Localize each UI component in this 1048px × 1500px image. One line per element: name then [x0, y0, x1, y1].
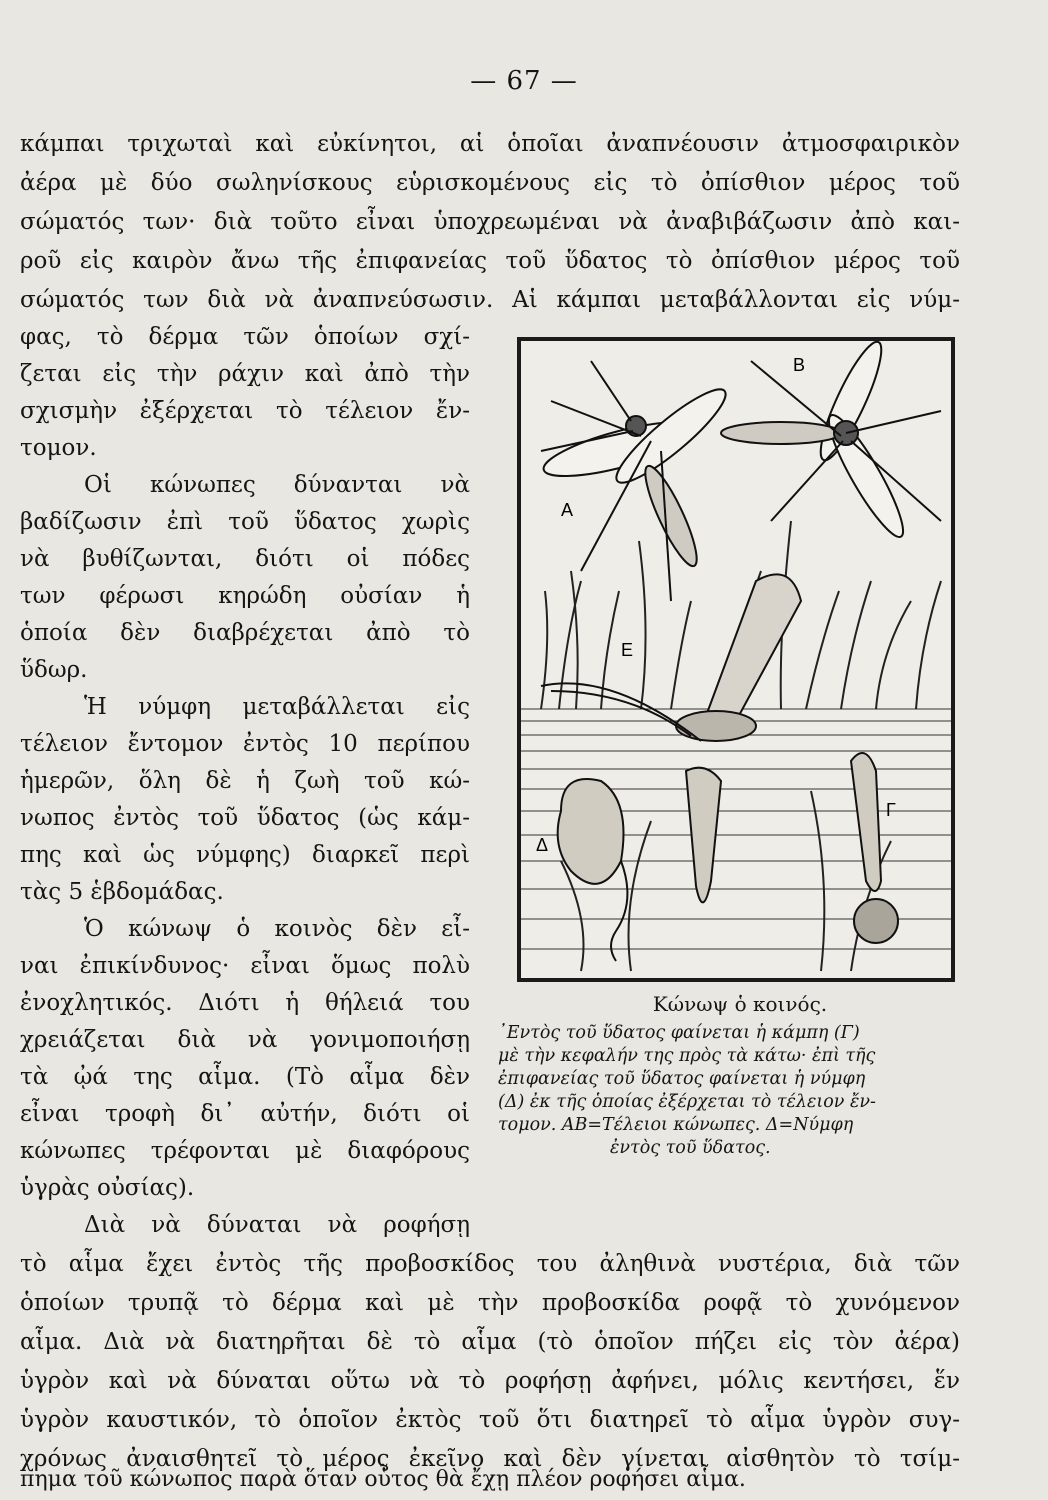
text-line: ἀέρα μὲ δύο σωληνίσκους εὑρισκομένους εἰς τὸ ὀπίσθιον μέρος τοῦ: [20, 170, 960, 196]
mosquito-b-icon: [721, 341, 941, 544]
text-line: ὁποία δὲν διαβρέχεται ἀπὸ τὸ: [20, 620, 470, 646]
text-line: ὁποίων τρυπᾷ τὸ δέρμα καὶ μὲ τὴν προβοσκίδα ροφᾷ τὸ χυνόμενον: [20, 1290, 960, 1316]
text-line: αἷμα. Διὰ νὰ διατηρῆται δὲ τὸ αἷμα (τὸ ὁποῖον πήζει εἰς τὸν ἀέρα): [20, 1329, 960, 1355]
text-line: των φέρωσι κηρώδη οὐσίαν ἡ: [20, 583, 470, 609]
text-line: πης καὶ ὡς νύμφης) διαρκεῖ περὶ: [20, 842, 470, 868]
text-line: ὑγρὰς οὐσίας).: [20, 1175, 195, 1201]
larva-icon: [686, 753, 898, 943]
text-line: ἐνοχλητικός. Διότι ἡ θήλειά του: [20, 990, 470, 1016]
text-line: ὕδωρ.: [20, 657, 88, 683]
text-line: ναι ἐπικίνδυνος· εἶναι ὅμως πολὺ: [20, 953, 470, 979]
text-line: τὰ ᾠά της αἷμα. (Τὸ αἷμα δὲν: [20, 1064, 470, 1090]
paragraph-start: Ἡ νύμφη μεταβάλλεται εἰς: [84, 694, 470, 720]
text-line: τέλειον ἔντομον ἐντὸς 10 περίπου: [20, 731, 470, 757]
text-line: βαδίζωσιν ἐπὶ τοῦ ὕδατος χωρὶς: [20, 509, 470, 535]
label-g: Γ: [886, 800, 896, 820]
label-e: Ε: [621, 640, 634, 660]
text-line: νωπος ἐντὸς τοῦ ὕδατος (ὡς κάμ-: [20, 805, 470, 831]
text-line: κώνωπες τρέφονται μὲ διαφόρους: [20, 1138, 470, 1164]
figure-caption-line: ᾿Εντὸς τοῦ ὕδατος φαίνεται ἡ κάμπη (Γ): [498, 1023, 860, 1043]
label-d: Δ: [536, 835, 549, 855]
text-line: σώματός των· διὰ τοῦτο εἶναι ὑποχρεωμέναι νὰ ἀναβιβάζωσιν ἀπὸ και-: [20, 209, 960, 235]
figure-caption-title: Κώνωψ ὁ κοινός.: [652, 992, 828, 1016]
label-a: Α: [561, 500, 574, 520]
text-line: ροῦ εἰς καιρὸν ἄνω τῆς ἐπιφανείας τοῦ ὕδατος τὸ ὀπίσθιον μέρος τοῦ: [20, 248, 960, 274]
mosquito-lifecycle-figure: [517, 337, 955, 982]
figure-caption-line: ἐντὸς τοῦ ὕδατος.: [610, 1138, 771, 1158]
text-line: πημα τοῦ κώνωπος παρὰ ὅταν οὗτος θὰ ἔχῃ πλέον ροφήσει αἷμα.: [20, 1467, 746, 1492]
text-line: ἡμερῶν, ὅλη δὲ ἡ ζωὴ τοῦ κώ-: [20, 768, 470, 794]
text-line: ζεται εἰς τὴν ράχιν καὶ ἀπὸ τὴν: [20, 361, 470, 387]
mosquito-a-icon: [539, 361, 735, 601]
paragraph-start: Διὰ νὰ δύναται νὰ ροφήσῃ: [84, 1212, 470, 1238]
text-line: σχισμὴν ἐξέρχεται τὸ τέλειον ἔν-: [20, 398, 470, 424]
text-line: ὑγρὸν καυστικόν, τὸ ὁποῖον ἐκτὸς τοῦ ὅτι διατηρεῖ τὸ αἷμα ὑγρὸν συγ-: [20, 1407, 960, 1433]
paragraph-start: Ὁ κώνωψ ὁ κοινὸς δὲν εἶ-: [84, 916, 470, 942]
figure-caption-line: τομον. ΑΒ=Τέλειοι κώνωπες. Δ=Νύμφη: [498, 1115, 854, 1135]
text-line: σώματός των διὰ νὰ ἀναπνεύσωσιν. Αἱ κάμπαι μεταβάλλονται εἰς νύμ-: [20, 287, 960, 313]
text-line: νὰ βυθίζωνται, διότι οἱ πόδες: [20, 546, 470, 572]
text-line: χρόνως ἀναισθητεῖ τὸ μέρος ἐκεῖνο καὶ δὲν γίνεται αἰσθητὸν τὸ τσίμ-: [20, 1446, 960, 1472]
text-line: τὰς 5 ἑβδομάδας.: [20, 879, 224, 905]
page-number: — 67 —: [470, 66, 578, 96]
figure-caption-line: ἐπιφανείας τοῦ ὕδατος φαίνεται ἡ νύμφη: [498, 1069, 866, 1089]
text-line: φας, τὸ δέρμα τῶν ὁποίων σχί-: [20, 324, 470, 350]
text-line: τὸ αἷμα ἔχει ἐντὸς τῆς προβοσκίδος του ἀληθινὰ νυστέρια, διὰ τῶν: [20, 1251, 960, 1277]
label-b: Β: [793, 355, 806, 375]
text-line: χρειάζεται διὰ νὰ γονιμοποιήσῃ: [20, 1027, 470, 1053]
figure-caption-line: (Δ) ἐκ τῆς ὁποίας ἐξέρχεται τὸ τέλειον ἔν-: [498, 1092, 876, 1112]
figure-caption-line: μὲ τὴν κεφαλήν της πρὸς τὰ κάτω· ἐπὶ τῆς: [498, 1046, 876, 1066]
text-line: κάμπαι τριχωταὶ καὶ εὐκίνητοι, αἱ ὁποῖαι ἀναπνέουσιν ἀτμοσφαιρικὸν: [20, 131, 960, 157]
paragraph-start: Οἱ κώνωπες δύνανται νὰ: [84, 472, 470, 498]
text-line: τομον.: [20, 435, 97, 461]
pupa-icon: [558, 779, 628, 961]
text-line: εἶναι τροφὴ δι᾿ αὐτήν, διότι οἱ: [20, 1101, 470, 1127]
text-line: ὑγρὸν καὶ νὰ δύναται οὕτω νὰ τὸ ροφήσῃ ἀφήνει, μόλις κεντήσει, ἕν: [20, 1368, 960, 1394]
mosquito-lifecycle-illustration-icon: [521, 341, 951, 978]
